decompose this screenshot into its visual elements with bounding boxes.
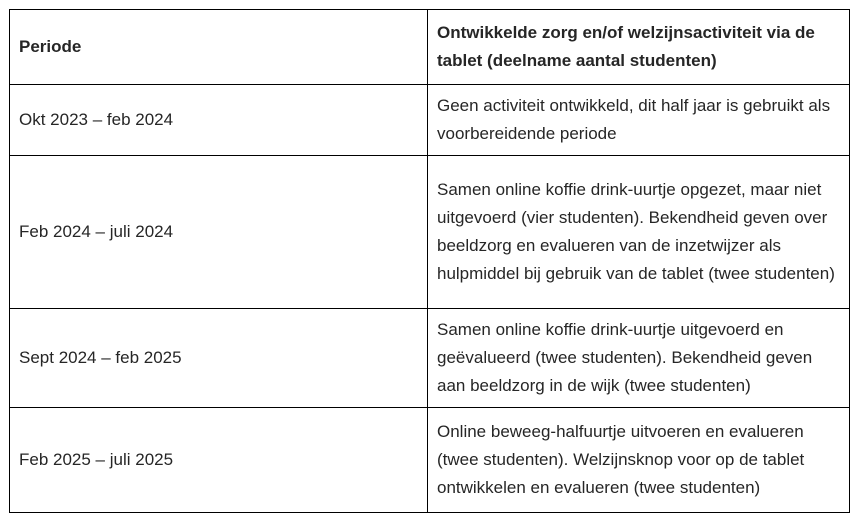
- table-row: [10, 156, 850, 309]
- activiteit-cell: Samen online koffie drink-uurtje uitgevoerd en geëvalueerd (twee studenten). Bekendheid geven aan beeldzorg in de wijk (twee studenten): [428, 309, 850, 408]
- activiteit-column-header: Ontwikkelde zorg en/of welzijnsactiviteit via de tablet (deelname aantal studenten): [428, 10, 850, 85]
- activiteit-cell: Samen online koffie drink-uurtje opgezet, maar niet uitgevoerd (vier studenten). Bekendheid geven over beeldzorg en evalueren van de inzetwijzer als hulpmiddel bij gebruik van de tablet (twee studenten): [428, 156, 850, 309]
- periode-activiteit-table: [9, 9, 850, 513]
- periode-cell: Okt 2023 – feb 2024: [10, 85, 428, 156]
- table-row: [10, 309, 850, 408]
- table-header-row: [10, 10, 850, 85]
- periode-cell: Feb 2024 – juli 2024: [10, 156, 428, 309]
- table-row: [10, 85, 850, 156]
- periode-column-header: Periode: [10, 10, 428, 85]
- activiteit-cell: Geen activiteit ontwikkeld, dit half jaar is gebruikt als voorbereidende periode: [428, 85, 850, 156]
- activiteit-cell: Online beweeg-halfuurtje uitvoeren en evalueren (twee studenten). Welzijnsknop voor op de tablet ontwikkelen en evalueren (twee studenten): [428, 408, 850, 513]
- periode-cell: Feb 2025 – juli 2025: [10, 408, 428, 513]
- periode-cell: Sept 2024 – feb 2025: [10, 309, 428, 408]
- table-row: [10, 408, 850, 513]
